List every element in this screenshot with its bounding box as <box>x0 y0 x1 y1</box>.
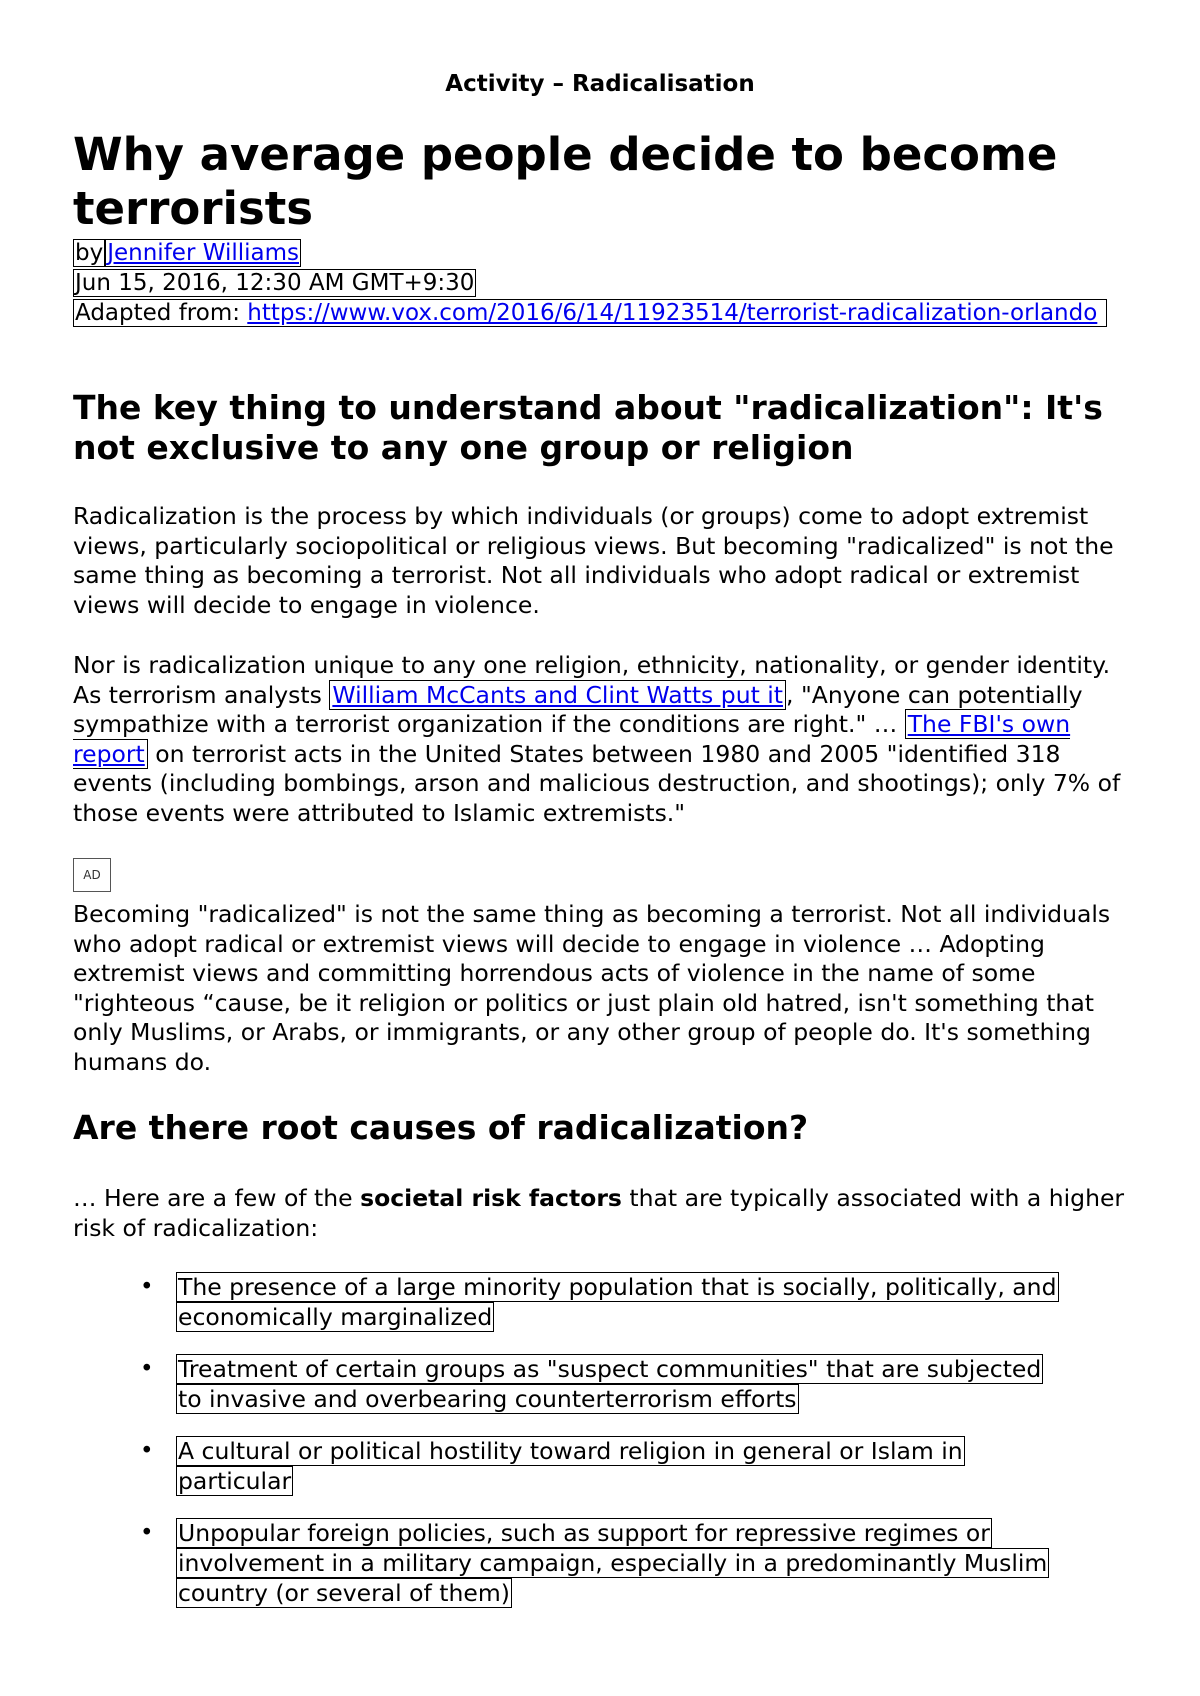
risk-factor-line: economically marginalized <box>178 1303 493 1331</box>
risk-factor-line: The presence of a large minority population that is socially, politically, and <box>178 1273 1057 1301</box>
bullet-icon: • <box>140 1438 154 1464</box>
byline <box>73 239 301 268</box>
paragraph-text: Nor is radicalization unique to any one religion, ethnicity, nationality, or gender identity. As terrorism analysts <box>73 651 1111 709</box>
paragraph-text: on terrorist acts in the United States between 1980 and 2005 "identified 318 events (including bombings, arson and malicious destruction, and shootings); only 7% of those events were attributed to Islamic extremists." <box>73 739 1121 827</box>
risk-factor-line: country (or several of them) <box>178 1579 510 1607</box>
risk-factor-line: Unpopular foreign policies, such as support for repressive regimes or <box>178 1519 990 1547</box>
source-box <box>73 299 1107 327</box>
article-title: Why average people decide to become terrorists <box>73 128 1058 235</box>
publish-date: Jun 15, 2016, 12:30 AM GMT+9:30 <box>75 270 475 296</box>
adapted-from-label: Adapted from: <box>75 300 248 326</box>
ad-badge: AD <box>73 858 111 892</box>
activity-title: Activity – Radicalisation <box>445 71 755 97</box>
risk-factor-line: A cultural or political hostility toward religion in general or Islam in <box>178 1437 963 1465</box>
list-item <box>73 1354 1133 1414</box>
byline-label: by <box>75 240 104 266</box>
publish-date-row <box>73 269 476 298</box>
list-item <box>73 1272 1133 1332</box>
risk-factor-line: particular <box>178 1467 292 1495</box>
source-url-link[interactable]: https://www.vox.com/2016/6/14/11923514/terrorist-radicalization-orlando <box>247 300 1098 326</box>
bullet-icon: • <box>140 1356 154 1382</box>
risk-factor-line: to invasive and overbearing counterterrorism efforts <box>178 1385 797 1413</box>
bullet-icon: • <box>140 1274 154 1300</box>
paragraph-not-unique <box>73 651 1133 828</box>
paragraph-text: … Here are a few of the <box>73 1184 361 1212</box>
bullet-icon: • <box>140 1520 154 1546</box>
paragraph-risk-intro <box>73 1184 1133 1243</box>
fbi-report-link[interactable]: The FBI's own report <box>73 710 1071 768</box>
source-row <box>73 299 1123 328</box>
paragraph-humans-do: Becoming "radicalized" is not the same thing as becoming a terrorist. Not all individuals who adopt radical or extremist views will decide to engage in violence … Adopting extremist views and committing horrendous acts of violence in the name of some "righteous “cause, be it religion or politics or just plain old hatred, isn't something that only Muslims, or Arabs, or immigrants, or any other group of people do. It's something humans do. <box>73 900 1111 1076</box>
section-heading-radicalization: The key thing to understand about "radicalization": It's not exclusive to any one group or religion <box>73 388 1103 467</box>
paragraph-text: , "Anyone can potentially sympathize with a terrorist organization if the conditions are right." … <box>73 680 1083 738</box>
list-item <box>73 1436 1133 1496</box>
risk-factor-list <box>73 1272 1133 1630</box>
risk-factor-line: involvement in a military campaign, especially in a predominantly Muslim <box>178 1549 1048 1577</box>
bold-phrase: societal risk factors <box>360 1184 622 1212</box>
risk-factor-line: Treatment of certain groups as "suspect communities" that are subjected <box>178 1355 1042 1383</box>
section-heading-root-causes: Are there root causes of radicalization? <box>73 1108 809 1147</box>
mccants-watts-link[interactable]: William McCants and Clint Watts put it <box>329 680 786 710</box>
paragraph-definition: Radicalization is the process by which individuals (or groups) come to adopt extremist views, particularly sociopolitical or religious views. But becoming "radicalized" is not the same thing as becoming a terrorist. Not all individuals who adopt radical or extremist views will decide to engage in violence. <box>73 502 1114 619</box>
author-link[interactable]: Jennifer Williams <box>107 240 299 266</box>
author-box <box>105 239 301 267</box>
paragraph-text: that are typically associated with a higher risk of radicalization: <box>73 1184 1125 1242</box>
list-item <box>73 1518 1133 1608</box>
